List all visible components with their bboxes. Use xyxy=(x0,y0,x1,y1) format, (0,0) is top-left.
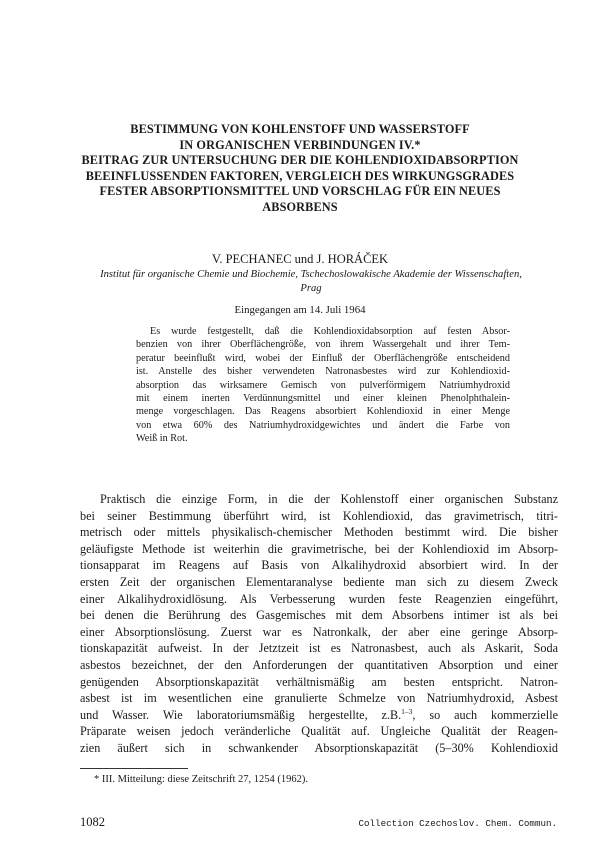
body-line-with-reference xyxy=(80,707,558,724)
body-line: asbestos bezeichnet, der den Anforderungen der quantitativen Absorption und einer xyxy=(80,657,558,672)
article-title xyxy=(60,122,540,215)
affiliation xyxy=(80,268,542,295)
body-line: asbest ist im wesentlichen eine granulierte Schmelze von Natriumhydroxid, Asbest xyxy=(80,691,558,706)
body-line: ersten Zeit der organischen Elementaranalyse bediente man sich zu diesem Zweck xyxy=(80,574,558,589)
body-line: bei denen die Berührung des Gasgemisches mit dem Absorbens intimer ist als bei xyxy=(80,608,558,623)
body-line: bei seiner Bestimmung überführt wird, ist Kohlendioxid, das gravimetrisch, titri- xyxy=(80,508,558,523)
journal-footer: Collection Czechoslov. Chem. Commun. xyxy=(358,818,557,829)
abstract-line: ist. Anstelle des bisher verwendeten Natronasbestes wird zur Kohlendioxid- xyxy=(136,366,510,378)
body-line: einer Alkalihydroxidlösung. Als Verbesserung wurden feste Reagenzien eingeführt, xyxy=(80,591,558,606)
affiliation-line: Prag xyxy=(300,282,322,294)
page-number: 1082 xyxy=(80,815,105,829)
body-line: metrisch oder mittels physikalisch-chemischer Methoden bestimmt wird. Die bisher xyxy=(80,525,558,540)
abstract-line: mit einem inerten Verdünnungsmittel und einer kleinen Phenolphthalein- xyxy=(136,393,510,405)
body-line: tionsapparat im Reagens auf Basis von Alkalihydroxid absorbiert wird. In der xyxy=(80,558,558,573)
title-line: FESTER ABSORPTIONSMITTEL UND VORSCHLAG FÜR EIN NEUES xyxy=(99,184,501,198)
abstract-line: benzien von ihrer Oberflächengröße, von ihrem Wassergehalt und ihrer Tem- xyxy=(136,339,510,351)
body-line: und Wasser. Wie laboratoriumsmäßig hergestellte, z.B. xyxy=(80,707,402,722)
body-line-tail: , so auch kommerzielle xyxy=(412,707,558,722)
body-line: einer Absorptionslösung. Zuerst war es Natronkalk, der aber eine geringe Absorp- xyxy=(80,624,558,639)
title-line: BEITRAG ZUR UNTERSUCHUNG DER DIE KOHLENDIOXIDABSORPTION xyxy=(81,153,519,167)
authors: V. PECHANEC und J. HORÁČEK xyxy=(211,252,389,266)
title-line: IN ORGANISCHEN VERBINDUNGEN IV.* xyxy=(179,137,421,152)
body-text xyxy=(80,491,558,757)
footnote-rule xyxy=(80,768,188,769)
abstract-line: menge vorgeschlagen. Das Reagens absorbiert Kohlendioxid in einer Menge xyxy=(136,406,510,418)
title-line: BESTIMMUNG VON KOHLENSTOFF UND WASSERSTOFF xyxy=(130,122,470,136)
body-line: geläufigste Methode ist weiterhin die gravimetrische, bei der Kohlendioxid im Absorp- xyxy=(80,541,558,556)
abstract xyxy=(136,325,510,446)
abstract-line: von etwa 60% des Natriumhydroxidgewichtes und ändert die Farbe von xyxy=(136,419,510,431)
body-line: tionskapazität aufweist. In der Jetztzeit ist es Natronasbest, auch als Askarit, Soda xyxy=(80,641,558,656)
affiliation-line: Institut für organische Chemie und Biochemie, Tschechoslowakische Akademie der Wissenschaften, xyxy=(100,269,522,280)
title-line: ABSORBENS xyxy=(262,199,338,214)
abstract-line: absorption das wirksamere Gemisch von pulverförmigem Natriumhydroxid xyxy=(136,379,510,391)
body-line: Präparate weisen jedoch veränderliche Qualität auf. Ungleiche Qualität der Reagen- xyxy=(80,724,558,739)
reference-superscript: 1–3 xyxy=(401,706,413,716)
footnote: * III. Mitteilung: diese Zeitschrift 27, 1254 (1962). xyxy=(94,774,309,785)
abstract-line: peratur beeinflußt wird, wobei der Einfluß der Oberflächengröße entscheidend xyxy=(136,352,510,364)
title-line: BEEINFLUSSENDEN FAKTOREN, VERGLEICH DES WIRKUNGSGRADES xyxy=(85,168,515,183)
received-date: Eingegangen am 14. Juli 1964 xyxy=(234,304,366,316)
abstract-line: Es wurde festgestellt, daß die Kohlendioxidabsorption auf festen Absor- xyxy=(150,326,510,337)
body-line: Praktisch die einzige Form, in die der Kohlenstoff einer organischen Substanz xyxy=(100,492,558,506)
body-line: genügenden Absorptionskapazität verhältnismäßig am besten entspricht. Natron- xyxy=(80,674,558,689)
abstract-line: Weiß in Rot. xyxy=(136,433,188,445)
body-line: zien äußert sich in schwankender Absorptionskapazität (5–30% Kohlendioxid xyxy=(80,740,558,755)
